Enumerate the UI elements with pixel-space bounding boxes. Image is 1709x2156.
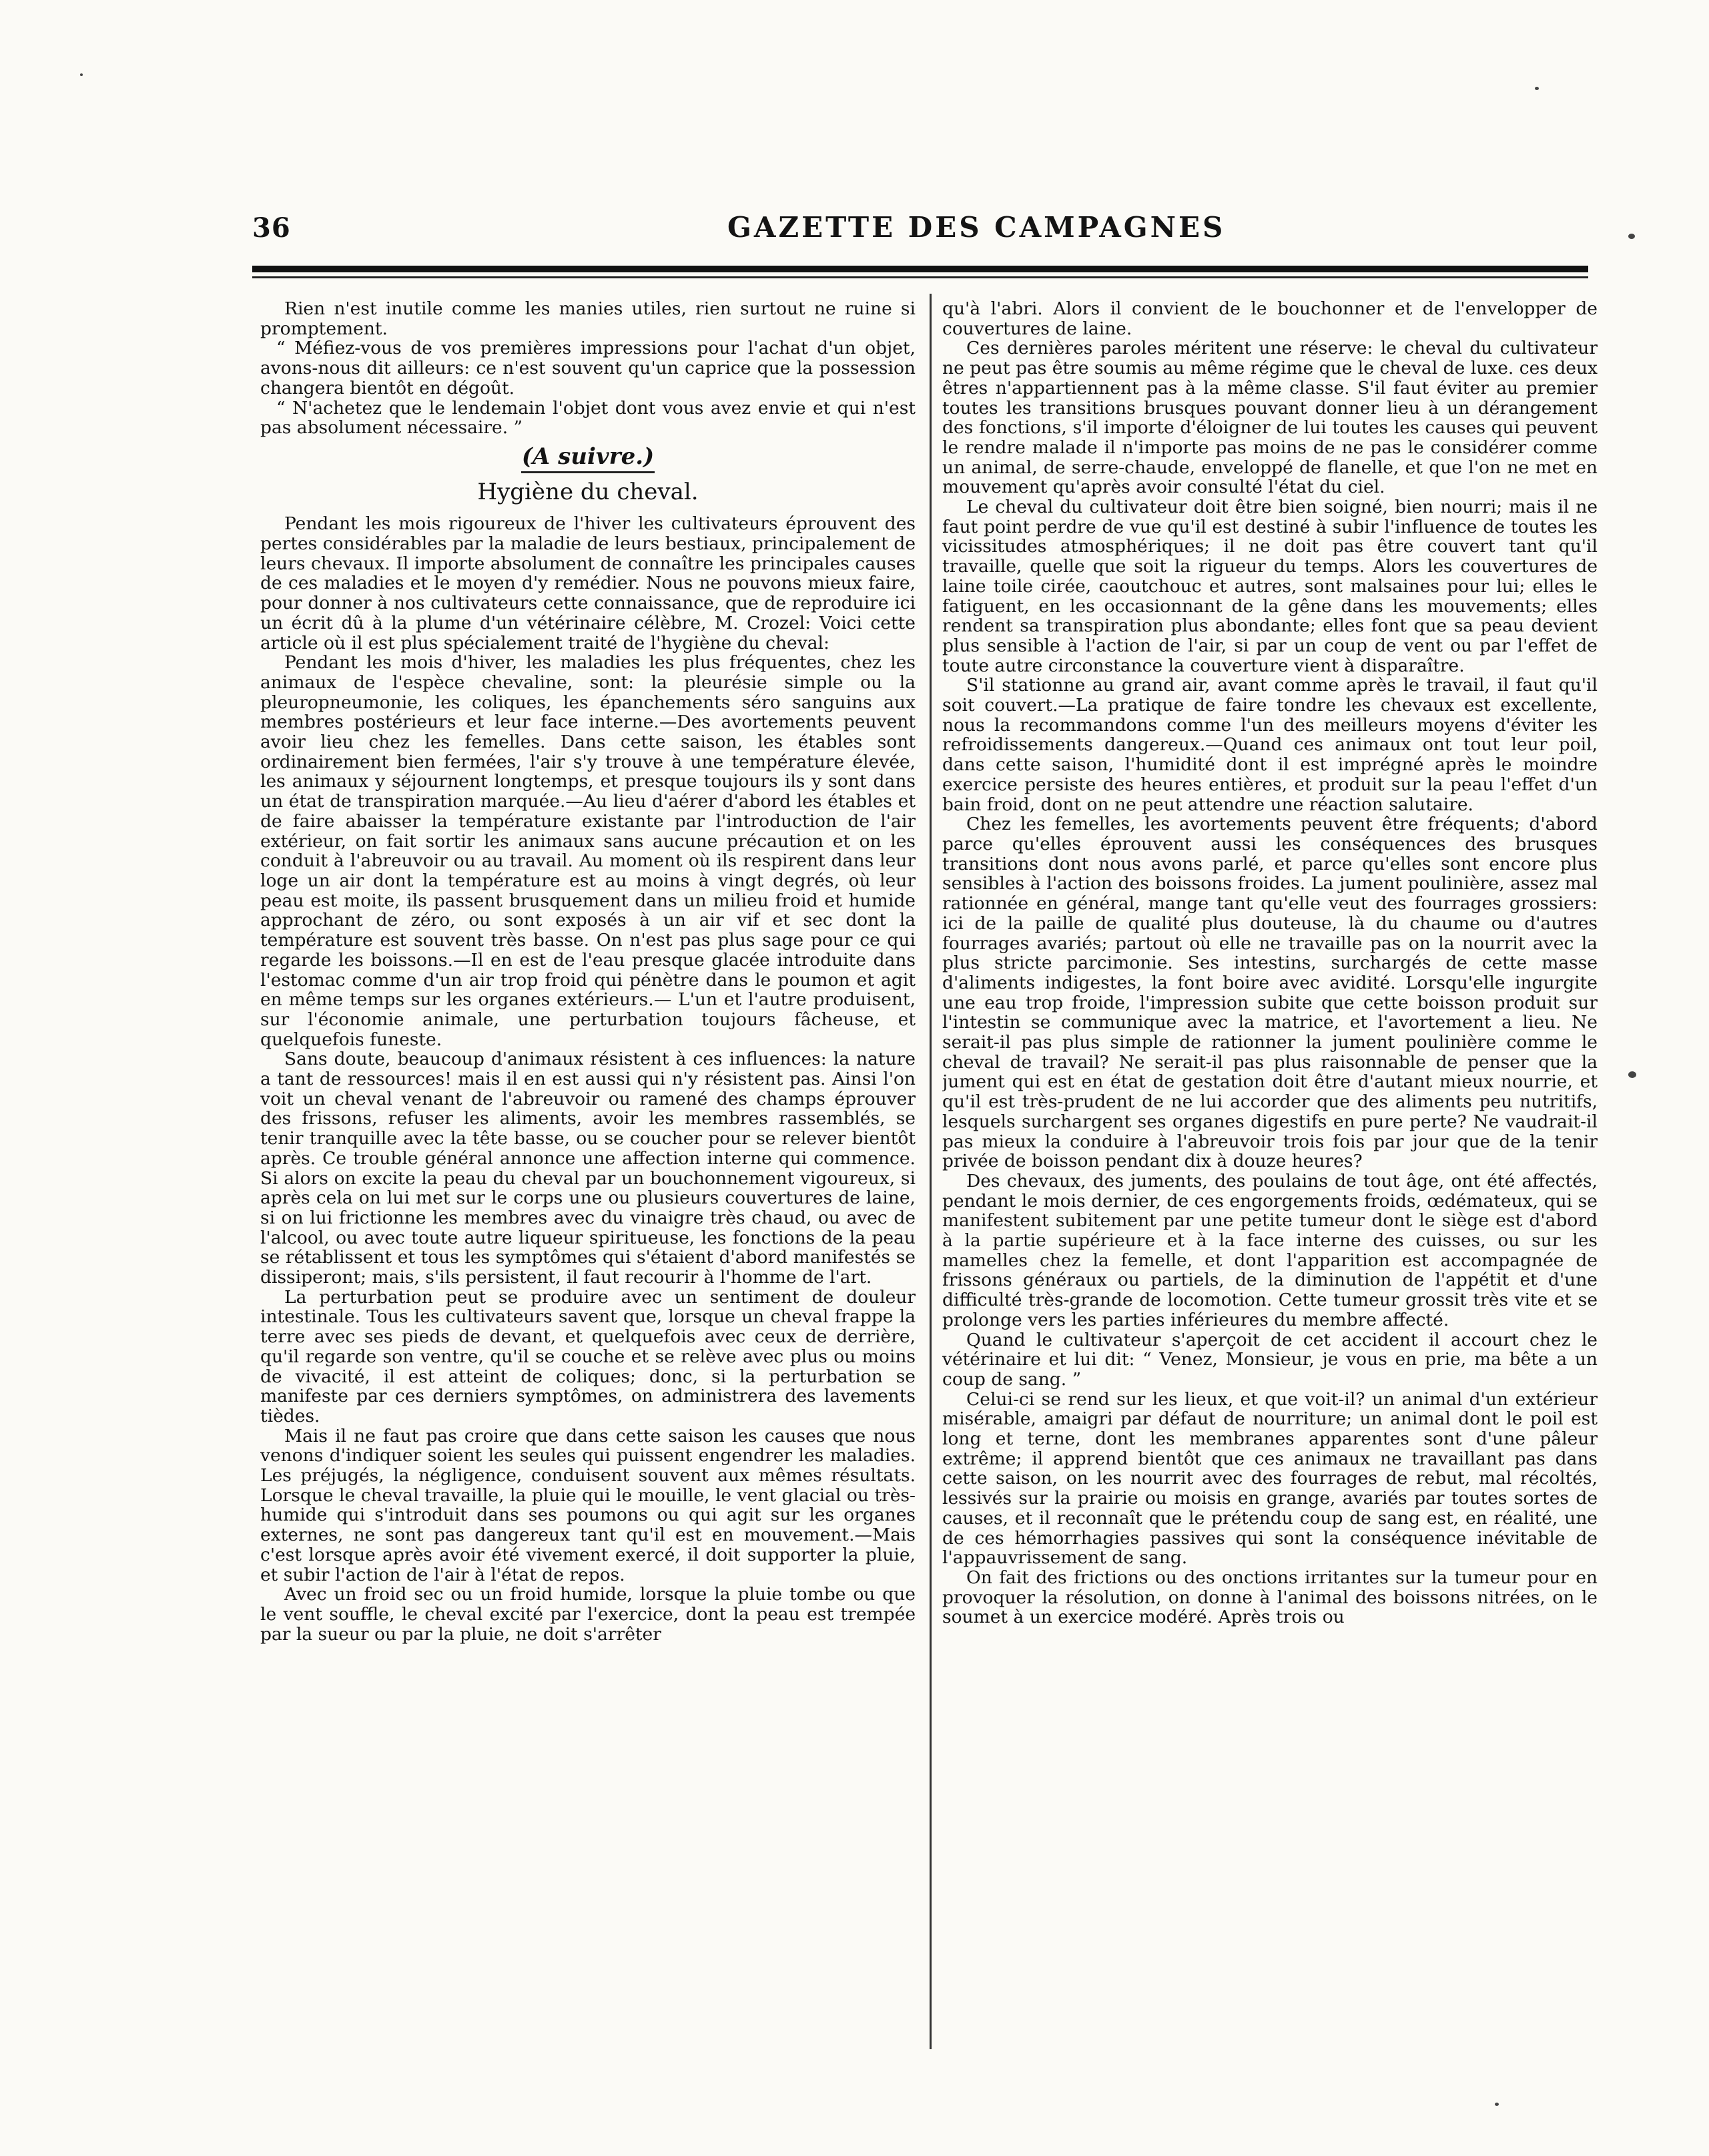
column-divider — [930, 294, 932, 2049]
scan-speck — [1535, 87, 1539, 90]
left-column — [260, 299, 916, 2048]
section-title: Hygiène du cheval. — [477, 478, 699, 505]
paragraph: Pendant les mois rigoureux de l'hiver les cultivateurs éprouvent des pertes considérables par la maladie de leurs bestiaux, principalement de leurs chevaux. Il importe absolument de connaître les principales causes de ces maladies et le moyen d'y remédier. Nous ne pouvons mieux faire, pour donner à nos cultivateurs cette connaissance, que de reproduire ici un écrit dû à la plume d'un vétérinaire célèbre, M. Crozel: Voici cette article où il est plus spécialement traité de l'hygiène du cheval: — [260, 513, 916, 653]
scan-speck — [1495, 2103, 1499, 2106]
paragraph: Pendant les mois d'hiver, les maladies les plus fréquentes, chez les animaux de l'espèce chevaline, sont: la pleurésie simple ou la pleuropneumonie, les coliques, les épanchements séro sanguins aux membres postérieurs et leur face interne.—Des avortements peuvent avoir lieu chez les femelles. Dans cette saison, les étables sont ordinairement bien fermées, l'air s'y trouve à une température élevée, les animaux y séjournent longtemps, et presque toujours ils y sont dans un état de transpiration marquée.—Au lieu d'aérer d'abord les étables et de faire abaisser la température existante par l'introduction de l'air extérieur, on fait sortir les animaux sans aucune précaution et on les conduit à l'abreuvoir ou au travail. Au moment où ils respirent dans leur loge un air dont la température est au moins à vingt degrés, où leur peau est moite, ils passent brusquement dans un milieu froid et humide approchant de zéro, ou sont exposés à un air vif et sec dont la température est souvent très basse. On n'est pas plus sage pour ce qui regarde les boissons.—Il en est de l'eau presque glacée introduite dans l'estomac comme d'un air trop froid qui pénètre dans le poumon et agit en même temps sur les organes extérieurs.— L'un et l'autre produisent, sur l'économie animale, une perturbation toujours fâcheuse, et quelquefois funeste. — [260, 652, 916, 1050]
section-rule — [521, 471, 655, 473]
paragraph: On fait des frictions ou des onctions irritantes sur la tumeur pour en provoquer la résolution, on donne à l'animal des boissons nitrées, on le soumet à un exercice modéré. Après trois ou — [942, 1567, 1598, 1628]
paragraph: S'il stationne au grand air, avant comme après le travail, il faut qu'il soit couvert.—La pratique de faire tondre les chevaux est excellente, nous la recommandons comme l'un des meilleurs moyens d'éviter les refroidissements dangereux.—Quand ces animaux ont tout leur poil, dans cette saison, l'humidité dont il est imprégné après le moindre exercice persiste des heures entières, et produit sur la peau l'effet d'un bain froid, dont on ne peut attendre une réaction salutaire. — [942, 675, 1598, 815]
header-rule-thick — [252, 266, 1588, 272]
paragraph: “ Méfiez-vous de vos premières impressions pour l'achat d'un objet, avons-nous dit ailleurs: ce n'est souvent qu'un caprice que la possession changera bientôt en dégoût. — [260, 338, 916, 398]
paragraph: Rien n'est inutile comme les manies utiles, rien surtout ne ruine si promptement. — [260, 299, 916, 339]
header-rule-thin — [252, 276, 1588, 278]
scan-speck — [80, 73, 83, 76]
paragraph: Ces dernières paroles méritent une réserve: le cheval du cultivateur ne peut pas être soumis au même régime que le cheval de luxe. ces deux êtres n'appartiennent pas à la même classe. S'il faut éviter au premier toutes les transitions brusques pouvant donner lieu à un dérangement des fonctions, s'il importe d'éloigner de lui toutes les causes qui peuvent le rendre malade il n'importe pas moins de ne pas le considérer comme un animal, de serre-chaude, enveloppé de flanelle, et que l'on ne met en mouvement qu'après avoir consulté l'état du ciel. — [942, 338, 1598, 498]
paragraph: Des chevaux, des juments, des poulains de tout âge, ont été affectés, pendant le mois dernier, de ces engorgements froids, œdémateux, qui se manifestent subitement par une petite tumeur dont le siège est d'abord à la partie supérieure et à la face interne des cuisses, ou sur les mamelles chez la femelle, et dont l'apparition est accompagnée de frissons généraux ou partiels, de la diminution de l'appétit et d'une difficulté très-grande de locomotion. Cette tumeur grossit très vite et se prolonge vers les parties inférieures du membre affecté. — [942, 1170, 1598, 1330]
paragraph: Quand le cultivateur s'aperçoit de cet accident il accourt chez le vétérinaire et lui dit: “ Venez, Monsieur, je vous en prie, ma bête a un coup de sang. ” — [942, 1329, 1598, 1390]
scan-speck — [1628, 1071, 1636, 1078]
paragraph: Le cheval du cultivateur doit être bien soigné, bien nourri; mais il ne faut point perdre de vue qu'il est destiné à subir l'influence de toutes les vicissitudes atmosphériques; il ne doit pas être couvert tant qu'il travaille, quelle que soit la rigueur du temps. Alors les couvertures de laine toile cirée, caoutchouc et autres, sont malsaines pour lui; elles le fatiguent, en les occasionnant de la gêne dans les mouvements; elles rendent sa transpiration plus abondante; elles font que sa peau devient plus sensible à l'action de l'air, si par un coup de vent ou par l'effet de toute autre circonstance la couverture vient à disparaître. — [942, 497, 1598, 676]
to-be-continued: (A suivre.) — [521, 443, 655, 470]
paragraph: Celui-ci se rend sur les lieux, et que voit-il? un animal d'un extérieur misérable, amaigri par défaut de nourriture; un animal dont le poil est long et terne, dont les membranes apparentes sont d'une pâleur extrême; il apprend bientôt que ces animaux ne travaillant pas dans cette saison, on les nourrit avec des fourrages de rebut, mal récoltés, lessivés sur la prairie ou moisis en grange, avariés par toutes sortes de causes, et il reconnaît que le prétendu coup de sang est, en réalité, une de ces hémorrhagies passives qui sont la conséquence inévitable de l'appauvrissement de sang. — [942, 1388, 1598, 1569]
paragraph: “ N'achetez que le lendemain l'objet dont vous avez envie et qui n'est pas absolument nécessaire. ” — [260, 397, 916, 439]
paragraph: Sans doute, beaucoup d'animaux résistent à ces influences: la nature a tant de ressources! mais il en est aussi qui n'y résistent pas. Ainsi l'on voit un cheval venant de l'abreuvoir ou ramené des champs éprouver des frissons, refuser les aliments, avoir les membres rassemblés, se tenir tranquille avec la tête basse, ou se coucher pour se relever bientôt après. Ce trouble général annonce une affection interne qui commence. Si alors on excite la peau du cheval par un bouchonnement vigoureux, si après cela on lui met sur le corps une ou plusieurs couvertures de laine, si on lui frictionne les membres avec du vinaigre très chaud, ou avec de l'alcool, ou avec toute autre liqueur spiritueuse, les fonctions de la peau se rétablissent et tous les symptômes qui s'étaient d'abord manifestés se dissiperont; mais, s'ils persistent, il faut recourir à l'homme de l'art. — [260, 1049, 916, 1288]
newspaper-title: GAZETTE DES CAMPAGNES — [727, 211, 1226, 244]
paragraph: La perturbation peut se produire avec un sentiment de douleur intestinale. Tous les cultivateurs savent que, lorsque un cheval frappe la terre avec ses pieds de devant, et quelquefois avec ceux de derrière, qu'il regarde son ventre, qu'il se couche et se relève avec plus ou moins de vivacité, il est atteint de coliques; donc, si la perturbation se manifeste par ces derniers symptômes, on administrera des lavements tièdes. — [260, 1286, 916, 1426]
scan-speck — [1628, 234, 1635, 239]
paragraph: Mais il ne faut pas croire que dans cette saison les causes que nous venons d'indiquer soient les seules qui puissent engendrer les maladies. Les préjugés, la négligence, conduisent souvent aux mêmes résultats. Lorsque le cheval travaille, la pluie qui le mouille, le vent glacial ou très-humide qui s'introduit dans ses poumons ou qui agit sur les organes externes, ne sont pas dangereux tant qu'il est en mouvement.—Mais c'est lorsque après avoir été vivement exercé, il doit supporter la pluie, et subir l'action de l'air à l'état de repos. — [260, 1425, 916, 1585]
paragraph: Chez les femelles, les avortements peuvent être fréquents; d'abord parce qu'elles éprouvent aussi les conséquences des brusques transitions dont nous avons parlé, et parce qu'elles sont encore plus sensibles à l'action des boissons froides. La jument poulinière, assez mal rationnée en général, mange tant qu'elle veut des fourrages grossiers: ici de la paille de qualité plus douteuse, là du chaume ou d'autres fourrages avariés; partout où elle ne travaille pas on la nourrit avec la plus stricte parcimonie. Ses intestins, surchargés de cette masse d'aliments indigestes, la font boire avec avidité. Lorsqu'elle ingurgite une eau trop froide, l'impression subite que cette boisson produit sur l'intestin se communique avec la matrice, et l'avortement a lieu. Ne serait-il pas plus simple de rationner la jument poulinière comme le cheval de travail? Ne serait-il pas plus raisonnable de penser que la jument qui est en état de gestation doit être d'autant mieux nourrie, et qu'il est très-prudent de ne lui accorder que des aliments peu nutritifs, lesquels surchargent ses organes digestifs en pure perte? Ne vaudrait-il pas mieux la conduire à l'abreuvoir trois fois par jour que de la tenir privée de boisson pendant dix à douze heures? — [942, 814, 1598, 1172]
paragraph: qu'à l'abri. Alors il convient de le bouchonner et de l'envelopper de couvertures de laine. — [942, 299, 1598, 339]
page-number: 36 — [252, 212, 291, 244]
paragraph: Avec un froid sec ou un froid humide, lorsque la pluie tombe ou que le vent souffle, le cheval excité par l'exercice, dont la peau est trempée par la sueur ou par la pluie, ne doit s'arrêter — [260, 1584, 916, 1645]
right-column — [942, 299, 1598, 2048]
